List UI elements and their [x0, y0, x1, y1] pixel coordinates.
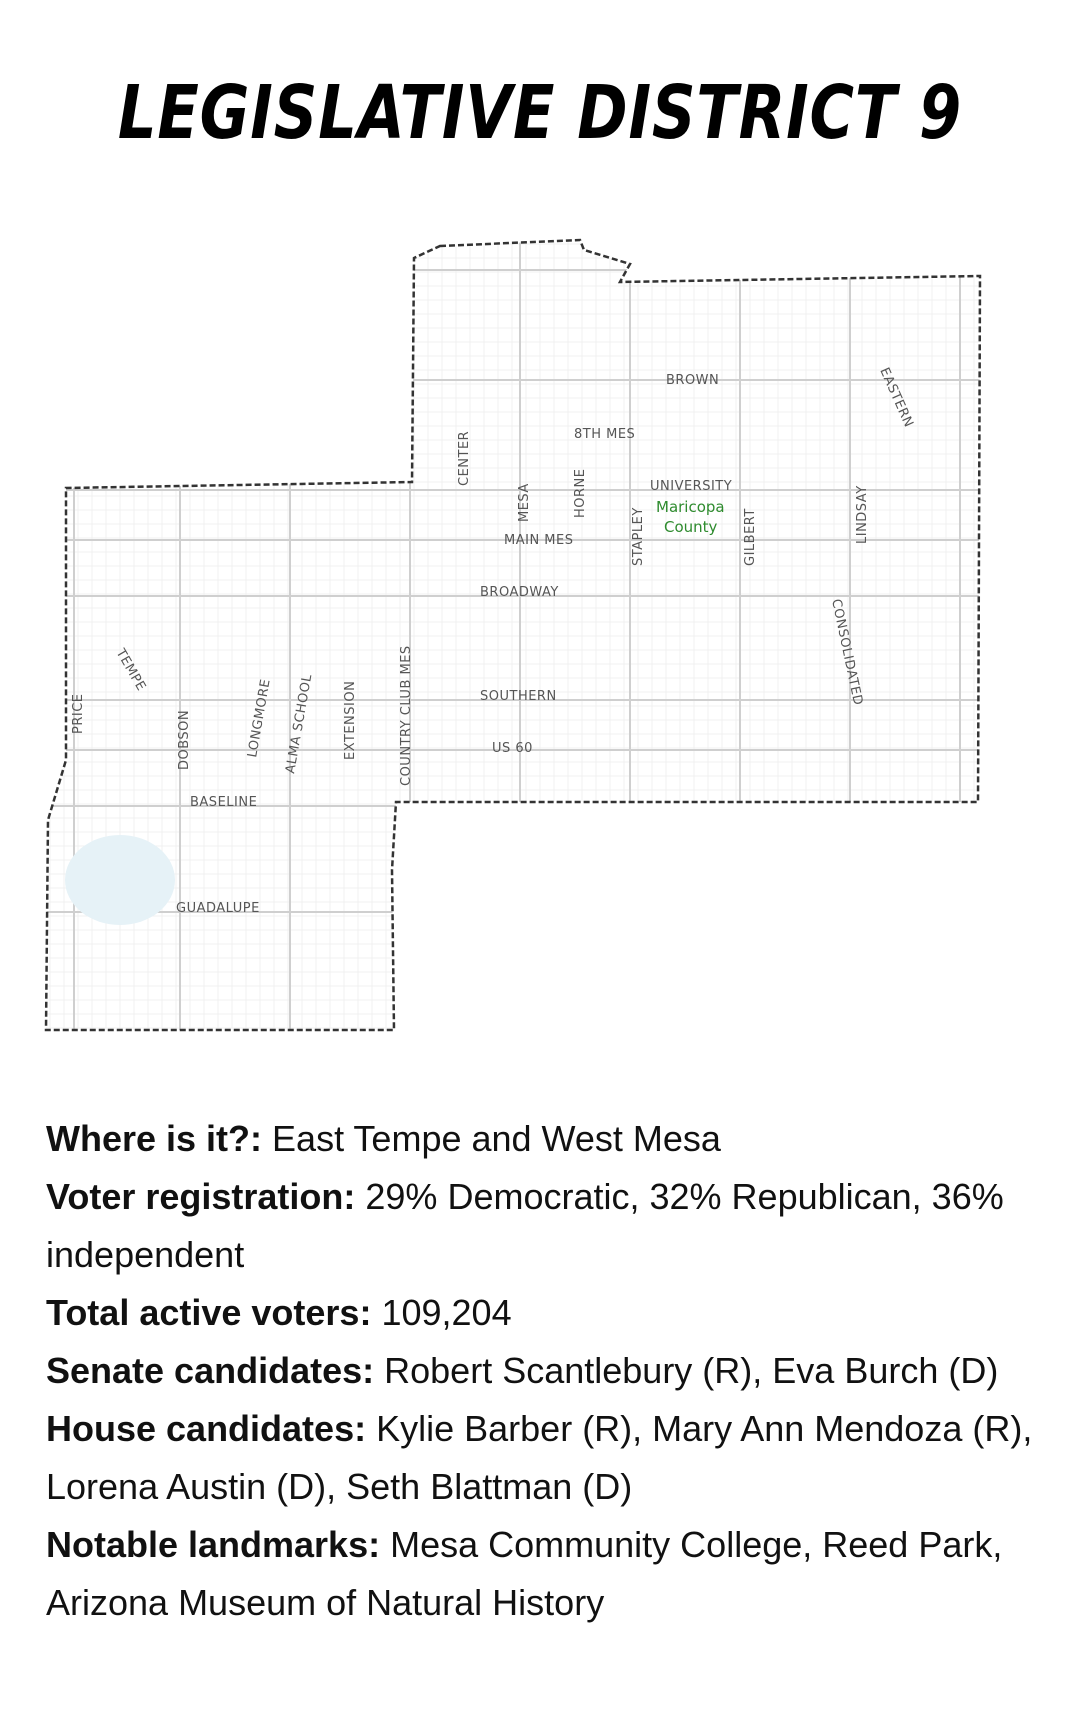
street-label-tempe: TEMPE [112, 646, 149, 694]
info-where [46, 1110, 1046, 1168]
street-label-eastern: EASTERN [876, 365, 916, 430]
info-value: Robert Scantlebury (R), Eva Burch (D) [384, 1350, 999, 1391]
info-label: Total active voters: [46, 1292, 372, 1333]
info-value: 29% Democratic, 32% Republican, 36% independent [46, 1176, 1004, 1275]
county-label-line1: Maricopa [656, 498, 725, 516]
district-info [46, 1110, 1046, 1632]
info-senate [46, 1342, 1046, 1400]
info-label: Notable landmarks: [46, 1524, 381, 1565]
street-label-consolidated: CONSOLIDATED [828, 597, 866, 707]
info-voter-registration [46, 1168, 1046, 1284]
info-house [46, 1400, 1046, 1516]
street-label-university: UNIVERSITY [650, 479, 733, 494]
street-label-guadalupe: GUADALUPE [176, 901, 260, 916]
street-label-center: CENTER [457, 430, 472, 486]
district-map [0, 230, 1080, 1060]
street-label-longmore: LONGMORE [245, 677, 274, 759]
district-map-svg [0, 230, 1080, 1060]
water-feature [65, 835, 175, 925]
info-total-voters [46, 1284, 1046, 1342]
street-label-extension: EXTENSION [343, 680, 358, 760]
street-label-country-club: COUNTRY CLUB MES [399, 645, 414, 786]
street-label-lindsay: LINDSAY [855, 485, 870, 544]
street-label-horne: HORNE [573, 468, 588, 518]
street-label-us60: US 60 [492, 741, 533, 756]
info-label: Voter registration: [46, 1176, 356, 1217]
street-label-southern: SOUTHERN [480, 689, 557, 704]
info-value: Kylie Barber (R), Mary Ann Mendoza (R), Lorena Austin (D), Seth Blattman (D) [46, 1408, 1033, 1507]
street-label-mesa: MESA [517, 483, 532, 522]
info-label: House candidates: [46, 1408, 367, 1449]
street-label-main: MAIN MES [504, 533, 574, 548]
street-label-baseline: BASELINE [190, 795, 258, 810]
street-label-8th: 8TH MES [574, 427, 636, 442]
street-label-broadway: BROADWAY [480, 585, 559, 600]
info-value: Mesa Community College, Reed Park, Arizona Museum of Natural History [46, 1524, 1003, 1623]
page-title: LEGISLATIVE DISTRICT 9 [117, 70, 963, 156]
info-value: 109,204 [381, 1292, 512, 1333]
county-label-line2: County [664, 518, 718, 536]
info-landmarks [46, 1516, 1046, 1632]
street-label-dobson: DOBSON [177, 709, 192, 770]
info-label: Where is it?: [46, 1118, 263, 1159]
street-label-price: PRICE [71, 693, 86, 734]
info-label: Senate candidates: [46, 1350, 375, 1391]
street-label-brown: BROWN [666, 373, 720, 388]
street-label-alma-school: ALMA SCHOOL [283, 672, 316, 775]
street-label-gilbert: GILBERT [743, 508, 758, 566]
info-value: East Tempe and West Mesa [272, 1118, 721, 1159]
street-label-stapley: STAPLEY [631, 507, 646, 566]
